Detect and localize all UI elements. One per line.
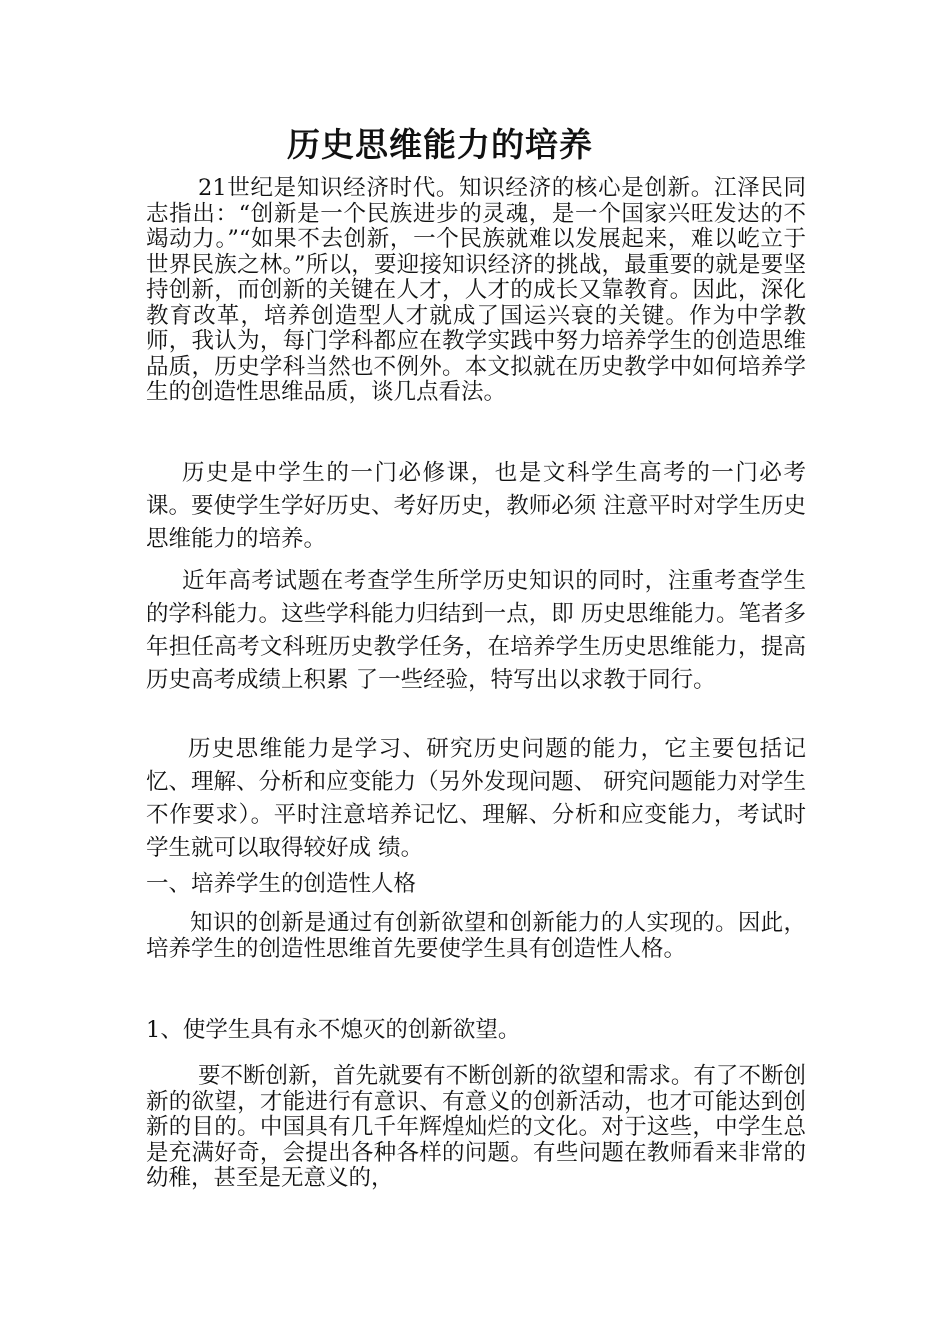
paragraph-thinking-ability: 历史思维能力是学习、研究历史问题的能力，它主要包括记忆、理解、分析和应变能力（另外发现问题、 研究问题能力对学生不作要求）。平时注意培养记忆、理解、分析和应变能力，考试时学生就可以取得较好成 绩。 [146, 736, 806, 861]
paragraph-innovation-desire: 要不断创新，首先就要有不断创新的欲望和需求。有了不断创新的欲望，才能进行有意识、有意义的创新活动，也才可能达到创新的目的。中国具有几千年辉煌灿烂的文化。对于这些，中学生总是充满好奇，会提出各种各样的问题。有些问题在教师看来非常的幼稚，甚至是无意义的， [146, 1063, 806, 1191]
paragraph-exam-ability: 近年高考试题在考查学生所学历史知识的同时，注重考查学生的学科能力。这些学科能力归结到一点，即 历史思维能力。笔者多年担任高考文科班历史教学任务，在培养学生历史思维能力，提高历史高考成绩上积累 了一些经验，特写出以求教于同行。 [146, 568, 806, 693]
section-heading-1: 一、培养学生的创造性人格 [146, 871, 417, 897]
paragraph-innovation-personality: 知识的创新是通过有创新欲望和创新能力的人实现的。因此，培养学生的创造性思维首先要使学生具有创造性人格。 [146, 910, 806, 962]
paragraph-intro: 21世纪是知识经济时代。知识经济的核心是创新。江泽民同志指出：“创新是一个民族进步的灵魂，是一个国家兴旺发达的不竭动力。”“如果不去创新，一个民族就难以发展起来，难以屹立于世界民族之林。”所以，要迎接知识经济的挑战，最重要的就是要坚持创新，而创新的关键在人才，人才的成长又靠教育。因此，深化教育改革，培养创造型人才就成了国运兴衰的关键。作为中学教师，我认为，每门学科都应在教学实践中努力培养学生的创造思维品质，历史学科当然也不例外。本文拟就在历史教学中如何培养学生的创造性思维品质，谈几点看法。 [146, 175, 806, 405]
paragraph-history-course: 历史是中学生的一门必修课，也是文科学生高考的一门必考课。要使学生学好历史、考好历史，教师必须 注意平时对学生历史思维能力的培养。 [146, 460, 806, 552]
subsection-heading-1: 1、使学生具有永不熄灭的创新欲望。 [146, 1017, 521, 1043]
document-title: 历史思维能力的培养 [287, 125, 593, 164]
